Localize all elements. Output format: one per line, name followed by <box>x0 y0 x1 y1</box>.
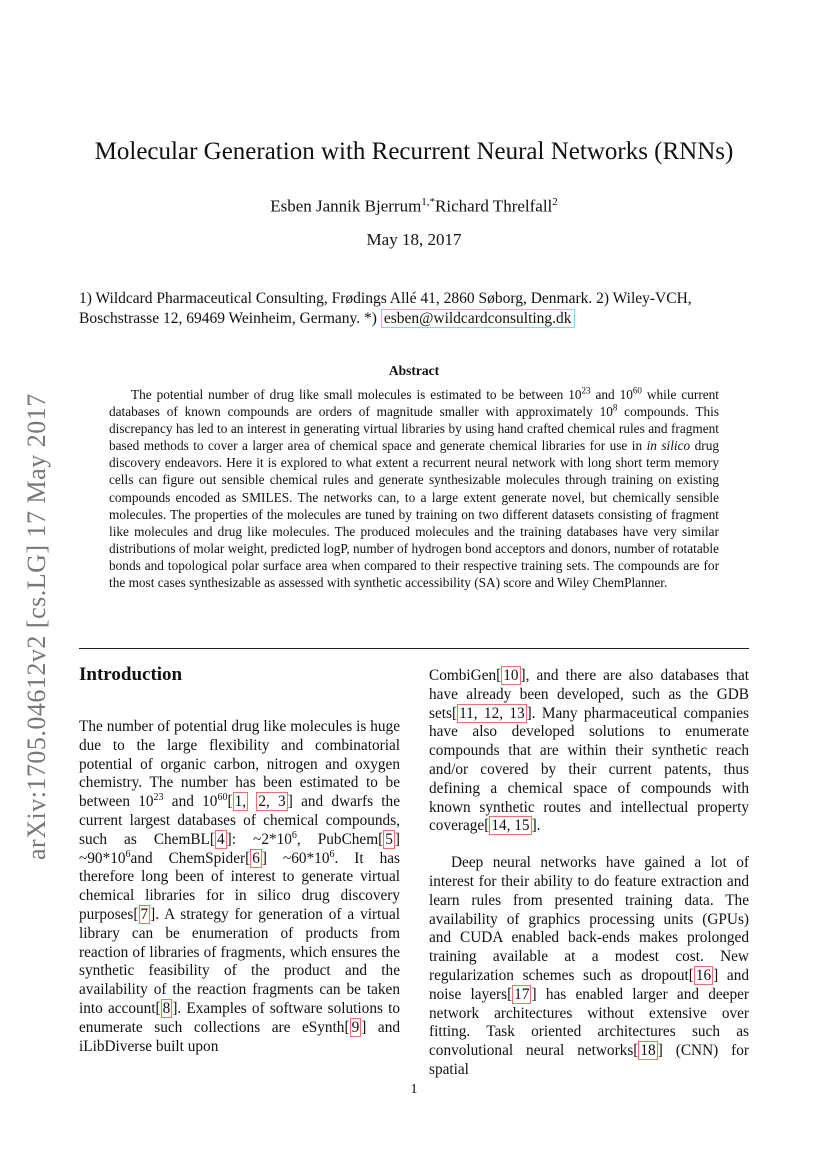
citation-link[interactable]: 5 <box>385 830 393 848</box>
paper-title: Molecular Generation with Recurrent Neural Networks (RNNs) <box>94 138 734 165</box>
body-text: (CNN) for spatial <box>429 1042 749 1078</box>
email-link[interactable]: esben@wildcardconsulting.dk <box>381 309 575 328</box>
page-number: 1 <box>410 1082 418 1097</box>
body-text: . <box>536 817 541 835</box>
body-text: : ~2*10 <box>231 830 292 848</box>
body-text: and dwarfs the current largest databases of chemical compounds, such as ChemBL <box>79 793 400 848</box>
body-text: and noise layers <box>429 966 749 1003</box>
body-text: . A strategy for generation of a virtual library can be enumeration of products from reaction of libraries of fragments, which ensures the synthetic feasibility of the product and the availability of the reaction fragments can be taken into account <box>79 905 400 1017</box>
body-text: and ChemSpider <box>130 849 246 867</box>
abstract-text: drug discovery endeavors. Here it is explored to what extent a recurrent neural network with long short term memory cells can figure out sensible chemical rules and generate synthesizable molecules through training on existing compounds encoded as SMILES. The networks can, to a large extent generate novel, but chemically sensible molecules. The properties of the molecules are tuned by training on two different datasets consisting of fragment like molecules and drug like molecules. The produced molecules and the training databases have very similar distributions of molar weight, predicted logP, number of hydrogen bond acceptors and donors, number of rotatable bonds and topological polar surface area when compared to their respective training sets. The compounds are for the most cases synthesizable as assessed with synthetic accessibility (SA) score and Wiley ChemPlanner. <box>109 438 719 591</box>
author-name: Esben Jannik Bjerrum <box>270 196 422 216</box>
citation-link[interactable]: 17 <box>514 985 530 1003</box>
paragraph: Deep neural networks have gained a lot of interest for their ability to do feature extraction and learn rules from presented training data. The availability of graphics processing units (GPUs) and CUDA enabled back-ends makes prolonged training available at a modest cost. New regularization schemes such as dropout[ 16 ] and noise layers[ 17 ] has enabled larger and deeper network architectures without extensive over fitting. Task oriented architectures such as convolutional neural networks[ 18 ] (CNN) for spatial <box>429 854 749 1078</box>
body-text: , PubChem <box>296 830 379 848</box>
body-text: . It has therefore long been of interest to generate virtual chemical libraries for in silico drug discovery purposes <box>79 849 401 923</box>
author-affiliation-marker: 2 <box>552 196 558 208</box>
body-text: has enabled larger and deeper network architectures without extensive over fitting. Task oriented architectures such as convolutional neural networks <box>429 985 749 1060</box>
author-name: Richard Threlfall <box>435 196 553 216</box>
abstract-text: and 10 <box>590 387 633 402</box>
citation-link[interactable]: 14, 15 <box>491 817 530 835</box>
abstract-italic: in silico <box>646 438 691 454</box>
citation-link[interactable]: 1, <box>234 793 247 811</box>
citation-link[interactable]: 6 <box>252 849 260 867</box>
body-text: . Many pharmaceutical companies have also developed solutions to enumerate compounds that are within their synthetic reach and/or covered by their current patents, thus defining a chemical space of compounds with known synthetic routes and intellectual property coverage <box>429 704 749 835</box>
exponent: 6 <box>291 829 297 841</box>
body-text: CombiGen <box>429 667 497 684</box>
paragraph: CombiGen[ 10 ], and there are also databases that have already been developed, such as the GDB sets[ 11, 12, 13 ]. Many pharmaceutical companies have also developed solutions to enumerate compounds that are within their synthetic reach and/or covered by their current patents, thus defining a chemical space of compounds with known synthetic routes and intellectual property coverage[ 14, 15 ]. <box>429 667 749 835</box>
exponent: 23 <box>581 385 591 396</box>
section-divider <box>79 648 749 649</box>
body-text: Deep neural networks have gained a lot of interest for their ability to do feature extraction and learn rules from presented training data. The availability of graphics processing units (GPUs) and CUDA enabled back-ends makes prolonged training available at a modest cost. New regularization schemes such as dropout <box>429 854 749 984</box>
affiliations <box>79 289 749 329</box>
exponent: 6 <box>329 848 335 860</box>
citation-link[interactable]: 2, 3 <box>258 793 286 811</box>
author-line <box>0 196 828 217</box>
exponent: 6 <box>125 848 131 860</box>
author-affiliation-marker: 1,* <box>421 196 436 208</box>
body-text: The number of potential drug like molecules is huge due to the large flexibility and combinatorial potential of organic carbon, nitrogen and oxygen chemistry. The number has been estimated to be between 10 <box>79 718 400 811</box>
citation-link[interactable]: 16 <box>695 966 712 984</box>
body-text: ~60*10 <box>266 849 330 867</box>
paragraph: The number of potential drug like molecules is huge due to the large flexibility and combinatorial potential of organic carbon, nitrogen and oxygen chemistry. The number has been estimated to be between $10^{23}$ and $10^{60}$[ 1, 2, 3 ] and dwarfs the current largest databases of chemical compounds, such as ChemBL[ 4 ]: $\sim 2*10^6$, PubChem[ 5 ] $\sim 90*10^6and$ ChemSpider[ 6 ] $\sim 60*10^6$. It has therefore long been of interest to generate virtual chemical libraries for in silico drug discovery purposes[ 7 ]. A strategy for generation of a virtual library can be enumeration of products from reaction of libraries of fragments, which ensures the synthetic feasibility of the product and the availability of the reaction fragments can be taken into account[ 8 ]. Examples of software solutions to enumerate such collections are eSynth[ 9 ] and iLibDiverse built upon <box>79 718 401 1055</box>
citation-link[interactable]: 7 <box>140 905 149 923</box>
arxiv-identifier-stamp[interactable]: arXiv:1705.04612v2 [cs.LG] 17 May 2017 <box>22 393 51 860</box>
citation-link[interactable]: 9 <box>351 1018 360 1036</box>
exponent: 23 <box>153 792 164 804</box>
abstract-body <box>109 386 719 591</box>
citation-link[interactable]: 18 <box>640 1042 656 1060</box>
introduction-heading: Introduction <box>79 664 183 685</box>
body-text: and 10 <box>163 793 218 811</box>
body-text: . Examples of software solutions to enumerate such collections are eSynth <box>79 999 401 1036</box>
citation-link[interactable]: 10 <box>503 667 519 684</box>
citation-link[interactable]: 8 <box>162 999 171 1017</box>
citation-link[interactable]: 11, 12, 13 <box>459 704 525 722</box>
right-column <box>429 667 749 1080</box>
body-text: and iLibDiverse built upon <box>79 1018 400 1055</box>
publication-date: May 18, 2017 <box>366 230 462 249</box>
exponent: 60 <box>632 385 642 396</box>
body-text: ~90*10 <box>79 849 126 867</box>
abstract-text: while current databases of known compounds are orders of magnitude smaller with approximately 10 <box>109 387 719 420</box>
citation-link[interactable]: 4 <box>217 830 225 848</box>
body-text: , and there are also databases that have already been developed, such as the GDB sets <box>429 667 749 722</box>
abstract-text: The potential number of drug like small molecules is estimated to be between 10 <box>131 387 582 402</box>
exponent: 60 <box>217 792 228 804</box>
affiliations-text: 1) Wildcard Pharmaceutical Consulting, Frødings Allé 41, 2860 Søborg, Denmark. 2) Wiley-VCH, Boschstrasse 12, 69469 Weinheim, Germany. *) <box>79 290 692 327</box>
abstract-heading: Abstract <box>388 363 440 378</box>
exponent: 8 <box>612 402 618 413</box>
abstract-text: compounds. This discrepancy has led to an interest in generating virtual libraries by using hand crafted chemical rules and fragment based methods to cover a larger area of chemical space and generate chemical libraries for use in <box>109 404 720 454</box>
left-column <box>79 718 400 1056</box>
